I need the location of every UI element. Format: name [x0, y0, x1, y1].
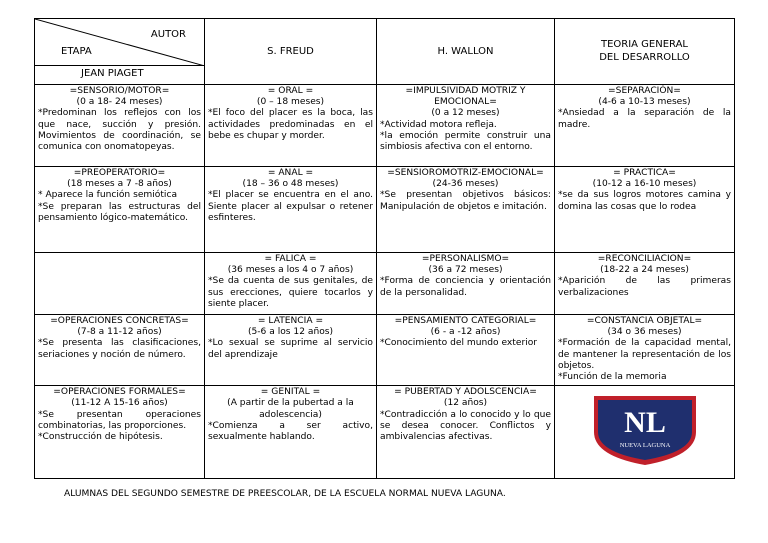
piaget-header: JEAN PIAGET: [35, 65, 204, 79]
stage-description: *Ansiedad a la separación de la madre.: [558, 108, 731, 130]
stage-description: *Se presentan operaciones combinatorias, las proporciones.: [38, 409, 201, 431]
stage-age-range: (18-22 a 24 meses): [600, 265, 689, 276]
logo-cell: [555, 386, 735, 479]
table-row: [35, 167, 735, 253]
teoria-cell: [555, 167, 735, 253]
stage-title: = PRACTICA=: [613, 168, 676, 178]
teoria-cell: [555, 85, 735, 167]
logo-text: NUEVA LAGUNA: [619, 442, 670, 450]
table-row: [35, 315, 735, 386]
stage-age-range: (36 meses a los 4 o 7 años): [227, 265, 354, 276]
stage-age-range: (0 a 12 meses): [431, 108, 500, 119]
freud-header: S. FREUD: [205, 19, 377, 85]
stage-title: =PERSONALISMO=: [421, 254, 510, 264]
stage-title: = FALICA =: [264, 254, 317, 264]
stage-title: =SEPARACIÓN=: [608, 86, 681, 96]
diagonal-divider: [35, 19, 205, 66]
stage-age-range: (36 a 72 meses): [428, 265, 503, 276]
stage-age-range: (4-6 a 10-13 meses): [598, 97, 691, 108]
stage-title: =OPERACIONES FORMALES=: [53, 387, 186, 398]
wallon-cell: [377, 386, 555, 479]
stage-description: * Aparece la función semiótica: [38, 190, 178, 201]
stage-age-range: (12 años): [443, 398, 488, 409]
stage-age-range: (7-8 a 11-12 años): [77, 327, 162, 338]
stage-description: *Se presenta las clasificaciones, seriaciones y noción de número.: [38, 338, 201, 360]
stage-description: *El placer se encuentra en el ano. Siente placer al expulsar o retener esfinteres.: [208, 190, 373, 223]
teoria-header: TEORIA GENERAL DEL DESARROLLO: [555, 19, 735, 85]
stage-age-range: (34 o 36 meses): [607, 327, 682, 338]
wallon-cell: [377, 167, 555, 253]
stage-description: *Construcción de hipótesis.: [38, 432, 163, 443]
wallon-cell: [377, 315, 555, 386]
wallon-cell: [377, 85, 555, 167]
piaget-cell: [35, 167, 205, 253]
stage-age-range: (24-36 meses): [432, 179, 499, 190]
stage-description: *Aparición de las primeras verbalizaciones: [558, 276, 731, 298]
stage-description: *Forma de conciencia y orientación de la personalidad.: [380, 276, 551, 298]
teoria-cell: [555, 253, 735, 315]
stage-title: =OPERACIONES CONCRETAS=: [50, 316, 189, 326]
stage-age-range: (0 – 18 meses): [256, 97, 325, 108]
stages-table: [34, 18, 735, 479]
table-row: [35, 386, 735, 479]
wallon-header: H. WALLON: [377, 19, 555, 85]
teoria-cell: [555, 315, 735, 386]
stage-title: = GENITAL =: [260, 387, 321, 398]
piaget-cell: [35, 386, 205, 479]
stage-description: *Se presentan objetivos básicos: Manipulación de objetos e imitación.: [380, 190, 551, 212]
freud-cell: [205, 253, 377, 315]
stage-description: *Lo sexual se suprime al servicio del aprendizaje: [208, 338, 373, 360]
freud-cell: [205, 315, 377, 386]
freud-cell: [205, 167, 377, 253]
wallon-cell: [377, 253, 555, 315]
stage-description: *Comienza a ser activo, sexualmente hablando.: [208, 420, 373, 443]
corner-header-cell: [35, 19, 205, 85]
piaget-cell: [35, 85, 205, 167]
stage-title: =RECONCILIACION=: [597, 254, 692, 264]
stage-description: *la emoción permite construir una simbiosis afectiva con el entorno.: [380, 130, 551, 153]
stage-title: =PENSAMIENTO CATEGORIAL=: [394, 316, 537, 326]
stage-title: = ANAL =: [267, 168, 314, 178]
nueva-laguna-logo: [590, 392, 700, 468]
piaget-cell: [35, 253, 205, 315]
stage-description: *El foco del placer es la boca, las actividades predominadas en el bebe es chupar y morder.: [208, 108, 373, 141]
footer-note: ALUMNAS DEL SEGUNDO SEMESTRE DE PREESCOLAR, DE LA ESCUELA NORMAL NUEVA LAGUNA.: [64, 489, 506, 499]
stage-title: = LATENCIA =: [257, 316, 324, 326]
autor-label: AUTOR: [150, 29, 186, 40]
freud-cell: [205, 386, 377, 479]
stage-age-range: (6 - a -12 años): [430, 327, 501, 338]
stage-title: = PUBERTAD Y ADOLSCENCIA=: [394, 387, 537, 398]
stage-description: *Función de la memoria: [558, 372, 667, 383]
logo-letters: NL: [623, 406, 666, 440]
stage-description: *Se da cuenta de sus genitales, de sus erecciones, quiere tocarlos y siente placer.: [208, 276, 373, 309]
table-row: [35, 85, 735, 167]
stage-description: *Se preparan las estructuras del pensamiento lógico-matemático.: [38, 201, 201, 223]
stage-description: *Actividad motora refleja.: [380, 119, 497, 130]
stage-description: *Conocimiento del mundo exterior: [380, 338, 538, 349]
stage-age-range: (18 meses a 7 -8 años): [67, 179, 172, 190]
table-row: [35, 253, 735, 315]
piaget-cell: [35, 315, 205, 386]
stage-age-range: (11-12 A 15-16 años): [71, 398, 168, 409]
stage-age-range: (10-12 a 16-10 meses): [592, 179, 697, 190]
header-row: [35, 19, 735, 85]
stage-title: =SENSORIO/MOTOR=: [69, 86, 170, 96]
stage-description: *Predominan los reflejos con los que nace, succión y presión. Movimientos de coordinación, se comunica con onomatopeyas.: [38, 108, 201, 153]
stage-title: =SENSIOROMOTRIZ-EMOCIONAL=: [387, 168, 544, 178]
stage-title: =PREOPERATORIO=: [73, 168, 166, 178]
stage-age-range: (5-6 a los 12 años): [247, 327, 334, 338]
stage-title: =IMPULSIVIDAD MOTRIZ Y EMOCIONAL=: [405, 86, 526, 108]
freud-cell: [205, 85, 377, 167]
stage-title: = ORAL =: [267, 86, 314, 96]
stage-description: *Contradicción a lo conocido y lo que se desea conocer. Conflictos y ambivalencias afectivas.: [380, 409, 551, 443]
stage-description: *se da sus logros motores camina y domina las cosas que lo rodea: [558, 190, 731, 212]
stage-age-range: (0 a 18- 24 meses): [76, 97, 163, 108]
stage-age-range: (A partir de la pubertad a la adolescencia): [227, 398, 354, 420]
etapa-label: ETAPA: [61, 46, 92, 57]
stage-age-range: (18 – 36 o 48 meses): [242, 179, 339, 190]
stage-title: =CONSTANCIA OBJETAL=: [586, 316, 703, 326]
stage-description: *Formación de la capacidad mental, de mantener la representación de los objetos.: [558, 338, 731, 371]
